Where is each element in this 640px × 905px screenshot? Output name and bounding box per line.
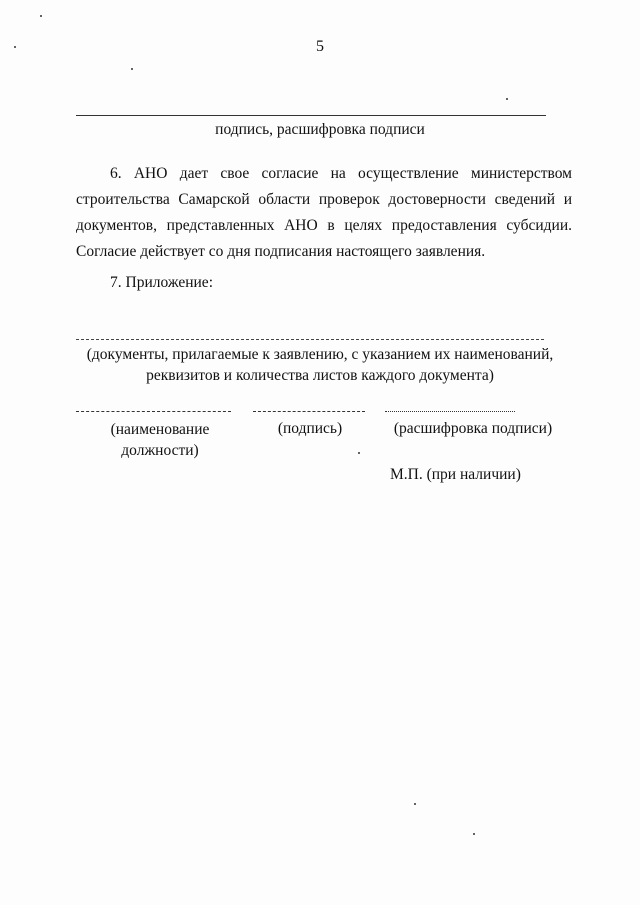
clause-6-line: 6. АНО дает свое согласие на осуществление министерством [110,165,572,182]
attachments-caption [0,344,640,386]
attachments-caption-line: (документы, прилагаемые к заявлению, с указанием их наименований, [86,346,554,363]
position-caption [100,419,220,461]
attachments-caption-line: реквизитов и количества листов каждого документа) [146,367,494,384]
scan-speck [131,68,133,70]
position-caption-line: должности) [121,442,199,459]
signature-line [253,411,365,412]
decode-line [385,411,515,412]
scan-speck [40,15,42,17]
clause-7-label: 7. Приложение: [110,274,213,291]
position-caption-line: (наименование [110,421,210,438]
scan-speck [473,833,475,835]
attachments-line [76,339,544,340]
signature-caption-top: подпись, расшифровка подписи [215,121,425,138]
page-number: 5 [316,38,324,55]
scan-speck [506,98,508,100]
clause-6-paragraph [76,161,572,265]
signature-caption: (подпись) [277,420,343,437]
clause-6-line: Согласие действует со дня подписания настоящего заявления. [76,243,486,260]
position-line [76,411,231,412]
clause-6-line: документов, представленных АНО в целях предоставления субсидии. [76,217,572,234]
scan-speck [358,452,360,454]
signature-line-top [76,115,546,116]
decode-caption: (расшифровка подписи) [393,420,553,437]
stamp-label: М.П. (при наличии) [390,466,521,483]
scan-speck [14,46,16,48]
clause-6-line: строительства Самарской области проверок достоверности сведений и [76,191,572,208]
scan-speck [414,803,416,805]
